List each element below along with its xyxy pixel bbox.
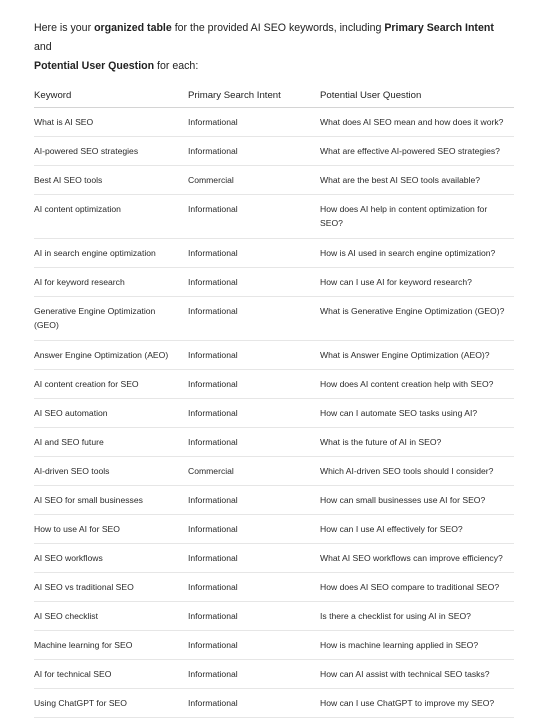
cell-question: Is there a checklist for using AI in SEO?	[320, 602, 514, 631]
cell-question: How can I use AI effectively for SEO?	[320, 515, 514, 544]
cell-question: How can I use ChatGPT to improve my SEO?	[320, 689, 514, 718]
intro-text-2: for the provided AI SEO keywords, including	[171, 22, 385, 34]
table-row	[34, 370, 514, 399]
cell-question: What are effective AI-powered SEO strategies?	[320, 137, 514, 166]
cell-intent: Commercial	[188, 166, 320, 195]
cell-question: How is AI used in search engine optimization?	[320, 239, 514, 268]
cell-intent: Informational	[188, 515, 320, 544]
cell-keyword: Best AI SEO tools	[34, 166, 188, 195]
cell-keyword: What is AI SEO	[34, 108, 188, 137]
cell-intent: Informational	[188, 428, 320, 457]
table-row	[34, 660, 514, 689]
cell-keyword: AI for keyword research	[34, 268, 188, 297]
table-row	[34, 268, 514, 297]
keyword-table	[34, 83, 514, 718]
table-row	[34, 544, 514, 573]
cell-keyword: AI-powered SEO strategies	[34, 137, 188, 166]
cell-intent: Informational	[188, 544, 320, 573]
cell-intent: Informational	[188, 631, 320, 660]
table-row	[34, 689, 514, 718]
cell-keyword: AI SEO vs traditional SEO	[34, 573, 188, 602]
table-row	[34, 457, 514, 486]
cell-keyword: AI and SEO future	[34, 428, 188, 457]
cell-intent: Commercial	[188, 457, 320, 486]
cell-keyword: AI SEO automation	[34, 399, 188, 428]
cell-question: How is machine learning applied in SEO?	[320, 631, 514, 660]
cell-question: How can AI assist with technical SEO tasks?	[320, 660, 514, 689]
cell-question: What is Answer Engine Optimization (AEO)?	[320, 341, 514, 370]
table-row	[34, 515, 514, 544]
cell-intent: Informational	[188, 602, 320, 631]
cell-question: What AI SEO workflows can improve efficiency?	[320, 544, 514, 573]
table-row	[34, 137, 514, 166]
header-potential-user-question: Potential User Question	[320, 83, 514, 108]
cell-intent: Informational	[188, 399, 320, 428]
intro-text-1: Here is your	[34, 22, 95, 34]
cell-keyword: Machine learning for SEO	[34, 631, 188, 660]
cell-keyword: How to use AI for SEO	[34, 515, 188, 544]
cell-keyword: AI SEO workflows	[34, 544, 188, 573]
cell-intent: Informational	[188, 689, 320, 718]
cell-question: What is the future of AI in SEO?	[320, 428, 514, 457]
cell-intent: Informational	[188, 108, 320, 137]
cell-keyword: AI SEO checklist	[34, 602, 188, 631]
table-row	[34, 166, 514, 195]
intro-bold-potential-user-question: Potential User Question	[34, 60, 155, 72]
cell-question: Which AI-driven SEO tools should I consider?	[320, 457, 514, 486]
cell-keyword: AI-driven SEO tools	[34, 457, 188, 486]
cell-keyword: AI content optimization	[34, 195, 188, 239]
table-row	[34, 195, 514, 239]
cell-keyword: Using ChatGPT for SEO	[34, 689, 188, 718]
cell-intent: Informational	[188, 195, 320, 239]
cell-intent: Informational	[188, 297, 320, 341]
cell-intent: Informational	[188, 486, 320, 515]
cell-question: How does AI help in content optimization for SEO?	[320, 195, 514, 239]
cell-keyword: Generative Engine Optimization (GEO)	[34, 297, 188, 341]
table-row	[34, 573, 514, 602]
intro-bold-organized-table: organized table	[94, 22, 172, 34]
table-body	[34, 108, 514, 718]
cell-keyword: Answer Engine Optimization (AEO)	[34, 341, 188, 370]
cell-intent: Informational	[188, 341, 320, 370]
table-row	[34, 602, 514, 631]
intro-text-4: for each:	[154, 60, 199, 72]
table-row	[34, 428, 514, 457]
cell-keyword: AI SEO for small businesses	[34, 486, 188, 515]
cell-question: How does AI content creation help with SEO?	[320, 370, 514, 399]
cell-question: How does AI SEO compare to traditional SEO?	[320, 573, 514, 602]
header-keyword: Keyword	[34, 83, 188, 108]
cell-intent: Informational	[188, 573, 320, 602]
cell-intent: Informational	[188, 239, 320, 268]
table-row	[34, 341, 514, 370]
cell-keyword: AI in search engine optimization	[34, 239, 188, 268]
table-row	[34, 486, 514, 515]
cell-intent: Informational	[188, 660, 320, 689]
table-header-row	[34, 83, 514, 108]
intro-text-3: and	[34, 41, 52, 53]
cell-question: How can I automate SEO tasks using AI?	[320, 399, 514, 428]
table-row	[34, 108, 514, 137]
cell-intent: Informational	[188, 268, 320, 297]
cell-keyword: AI for technical SEO	[34, 660, 188, 689]
cell-intent: Informational	[188, 137, 320, 166]
cell-question: What does AI SEO mean and how does it work?	[320, 108, 514, 137]
cell-question: What are the best AI SEO tools available?	[320, 166, 514, 195]
cell-question: What is Generative Engine Optimization (GEO)?	[320, 297, 514, 341]
table-row	[34, 239, 514, 268]
cell-intent: Informational	[188, 370, 320, 399]
intro-bold-primary-search-intent: Primary Search Intent	[384, 22, 494, 34]
cell-question: How can small businesses use AI for SEO?	[320, 486, 514, 515]
table-row	[34, 631, 514, 660]
header-primary-search-intent: Primary Search Intent	[188, 83, 320, 108]
table-row	[34, 399, 514, 428]
intro-paragraph	[34, 19, 514, 76]
table-row	[34, 297, 514, 341]
cell-question: How can I use AI for keyword research?	[320, 268, 514, 297]
cell-keyword: AI content creation for SEO	[34, 370, 188, 399]
